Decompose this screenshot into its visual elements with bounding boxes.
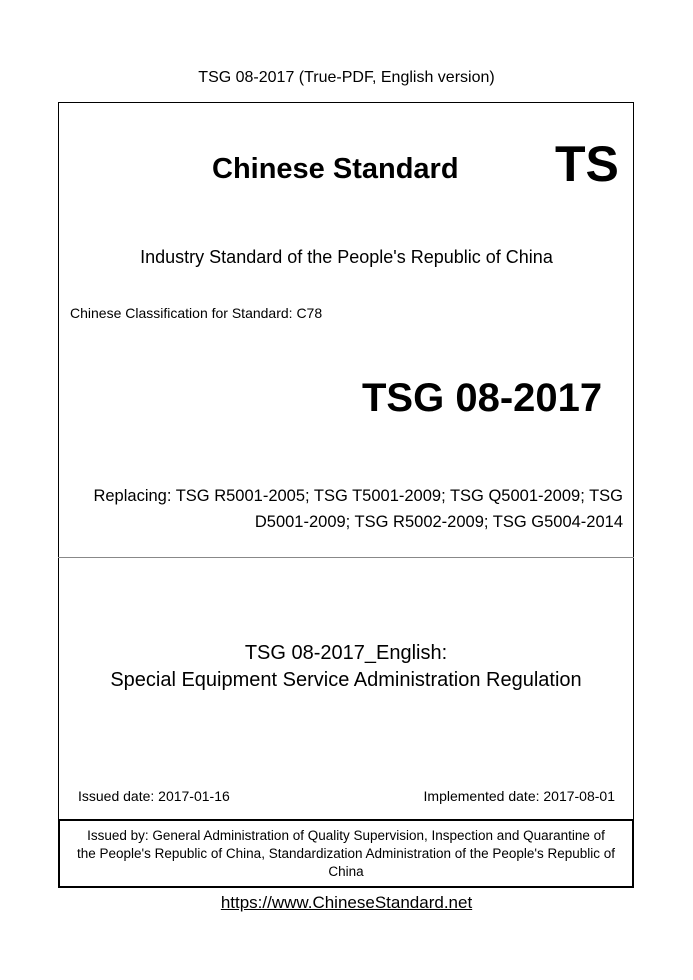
- issued-date: Issued date: 2017-01-16: [78, 788, 230, 804]
- document-title-line-2: Special Equipment Service Administration Regulation: [110, 669, 582, 691]
- issuer-text: [58, 827, 634, 881]
- issuer-line-2: the People's Republic of China, Standardization Administration of the People's Republic of: [77, 846, 615, 861]
- document-header-title: TSG 08-2017 (True-PDF, English version): [198, 69, 495, 86]
- issuer-line-3: China: [328, 864, 364, 879]
- implemented-date: Implemented date: 2017-08-01: [423, 788, 615, 804]
- website-link[interactable]: https://www.ChineseStandard.net: [220, 893, 473, 912]
- replacing-line-1: Replacing: TSG R5001-2005; TSG T5001-2009; TSG Q5001-2009; TSG: [93, 487, 623, 505]
- ts-mark: TS: [555, 136, 619, 192]
- replacing-text: [66, 483, 623, 535]
- standard-number: TSG 08-2017: [362, 376, 603, 420]
- document-title-line-1: TSG 08-2017_English:: [244, 642, 448, 664]
- industry-standard-text: Industry Standard of the People's Republic of China: [140, 247, 553, 267]
- document-title: [58, 640, 634, 694]
- classification-text: Chinese Classification for Standard: C78: [70, 305, 323, 321]
- chinese-standard-heading: Chinese Standard: [212, 153, 459, 185]
- section-divider: [58, 557, 634, 558]
- issuer-line-1: Issued by: General Administration of Quality Supervision, Inspection and Quarantine of: [87, 828, 605, 843]
- replacing-line-2: D5001-2009; TSG R5002-2009; TSG G5004-2014: [254, 513, 623, 531]
